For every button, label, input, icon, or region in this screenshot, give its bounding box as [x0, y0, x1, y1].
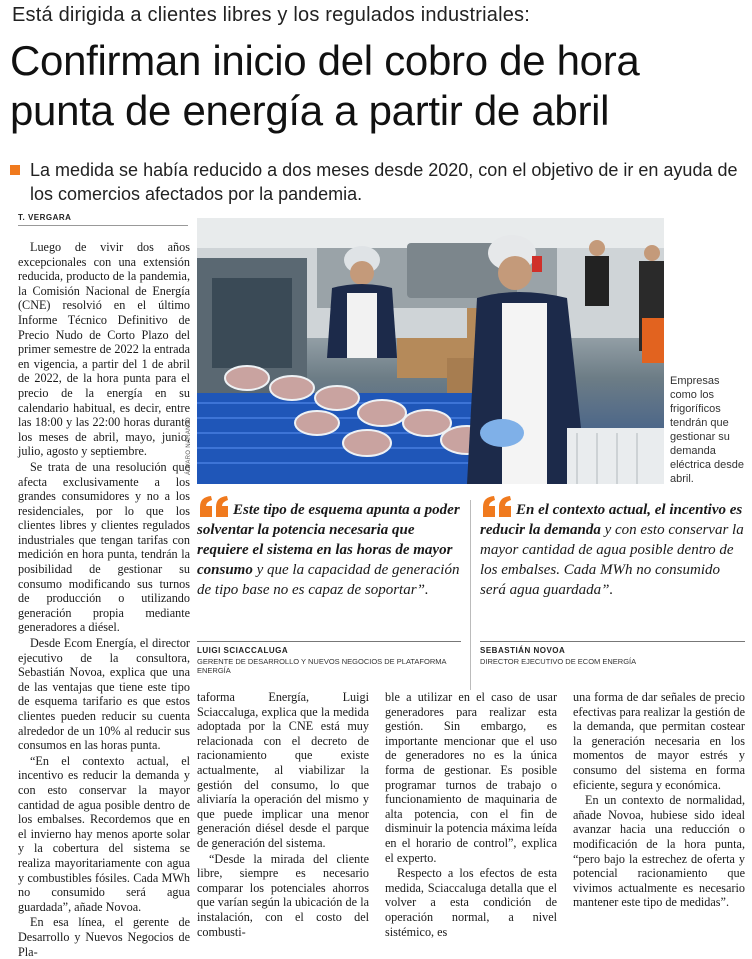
paragraph: Respecto a los efectos de esta medida, Sciaccaluga detalla que el volver a esta condición de operación normal, a nivel sistémico, es — [385, 866, 557, 939]
article-column-2 — [197, 690, 369, 939]
paragraph: “Desde la mirada del cliente libre, siempre es necesario comparar los potenciales ahorros que varían según la ubicación de la instalación, con el costo del combusti- — [197, 851, 369, 939]
headline: Confirman inicio del cobro de hora punta de energía a partir de abril — [10, 37, 640, 134]
pull-quote-rest: y con esto conservar la mayor cantidad de agua posible dentro de los embalses. Cada MWh no consumido será agua guardada”. — [480, 522, 744, 598]
photo-credit: ÁLVARO NARANJO — [186, 417, 192, 475]
paragraph: En un contexto de normalidad, añade Novoa, hubiese sido ideal avanzar hacia una reducción o modificación de la hora punta, “pero bajo la estrechez de oferta y potencial racionamiento que vivimos actualmente es necesario mantener este tipo de medidas”. — [573, 793, 745, 910]
pull-quote-bold: En el contexto actual, el incentivo es reducir la demanda — [480, 502, 743, 538]
quote-mark-icon — [480, 495, 514, 517]
subhead: La medida se había reducido a dos meses desde 2020, con el objetivo de ir en ayuda de los comercios afectados por la pandemia. — [30, 160, 738, 204]
article-column-1 — [18, 240, 190, 959]
quote-author-role: GERENTE DE DESARROLLO Y NUEVOS NEGOCIOS DE PLATAFORMA ENERGÍA — [197, 657, 447, 675]
subhead-bullet-icon — [10, 165, 20, 175]
quote-divider — [197, 641, 461, 642]
article-column-4 — [573, 690, 745, 910]
column-divider — [470, 500, 471, 690]
pull-quote-text — [197, 495, 461, 600]
quote-mark-icon — [197, 495, 231, 517]
quote-divider — [480, 641, 745, 642]
pull-quote-2 — [480, 495, 745, 665]
pull-quote-text — [480, 495, 745, 600]
pull-quote-rest: y que la capacidad de generación de tipo base no es capaz de soportar”. — [197, 562, 460, 598]
kicker: Está dirigida a clientes libres y los regulados industriales: — [12, 4, 531, 26]
quote-author-name: LUIGI SCIACCALUGA — [197, 646, 289, 655]
quote-author-name: SEBASTIÁN NOVOA — [480, 646, 566, 655]
pull-quote-1 — [197, 495, 461, 665]
photo-caption: Empresas como los frigoríficos tendrán que gestionar su demanda eléctrica desde abril. — [670, 375, 744, 485]
paragraph: ble a utilizar en el caso de usar generadores para realizar esta gestión. Sin embargo, es importante mencionar que el uso de generadores no es la única forma de gestionar. Es posible programar turnos de trabajo o funcionamiento de maquinaria de alta potencia, con el fin de disminuir la potencia máxima leída en el horario de control”, explica el experto. — [385, 690, 557, 865]
paragraph: taforma Energía, Luigi Sciaccaluga, explica que la medida adoptada por la CNE está muy relacionada con el decreto de racionamiento que existe actualmente, al viabilizar la gestión del consumo, lo que aliviaría la operación del mismo y que puede implicar una menor generación diésel desde el parque de generación del sistema. — [197, 690, 369, 850]
byline-divider — [18, 225, 188, 226]
paragraph: Desde Ecom Energía, el director ejecutivo de la consultora, Sebastián Novoa, explica que una de las ventajas que tiene este tipo de esquema tarifario es que estos clientes pueden reducir su cuenta alrededor de un 10% al reducir sus consumos en las horas punta. — [18, 636, 190, 753]
paragraph: una forma de dar señales de precio efectivas para realizar la gestión de la demanda, que permitan costear la generación necesaria en los momentos de mayor estrés y consumo del sistema en forma eficiente, segura y económica. — [573, 690, 745, 792]
paragraph: En esa línea, el gerente de Desarrollo y Nuevos Negocios de Pla- — [18, 915, 190, 959]
quote-author-role: DIRECTOR EJECUTIVO DE ECOM ENERGÍA — [480, 657, 637, 666]
paragraph: Se trata de una resolución que afecta exclusivamente a los grandes consumidores y no a los residenciales, por lo que los clientes libres y clientes regulados industriales que tengan tarifas con medición en hora punta, tendrán la posibilidad de gestionar su consumo modificando sus turnos de producción o utilizando generación propia mediante generadores a diésel. — [18, 459, 190, 635]
paragraph: “En el contexto actual, el incentivo es reducir la demanda y con esto conservar la mayor cantidad de agua posible dentro de los embalses. Recordemos que en el invierno hay menos aporte solar y la cobertura del sistema se realiza mayoritariamente con agua y combustibles fósiles. Cada MWh no consumido será agua guardada”, añade Novoa. — [18, 753, 190, 914]
byline: T. VERGARA — [18, 213, 72, 222]
pull-quote-bold: Este tipo de esquema apunta a poder solventar la potencia necesaria que requiere el sistema en las horas de mayor consumo — [197, 502, 460, 578]
factory-workers-illustration — [197, 218, 664, 484]
news-photo — [197, 218, 664, 484]
paragraph: Luego de vivir dos años excepcionales con una extensión reducida, producto de la pandemia, la Comisión Nacional de Energía (CNE) resolvió en el último Informe Técnico Definitivo de Precio Nudo de Corto Plazo del primer semestre de 2022 la entrada en vigencia, a partir del 1 de abril de 2022, de la hora punta para el precio de la energía en su calendario habitual, es decir, entre las 18:00 y las 22:00 horas durante los meses de abril, mayo, junio, julio, agosto y septiembre. — [18, 240, 190, 459]
article-column-3 — [385, 690, 557, 939]
